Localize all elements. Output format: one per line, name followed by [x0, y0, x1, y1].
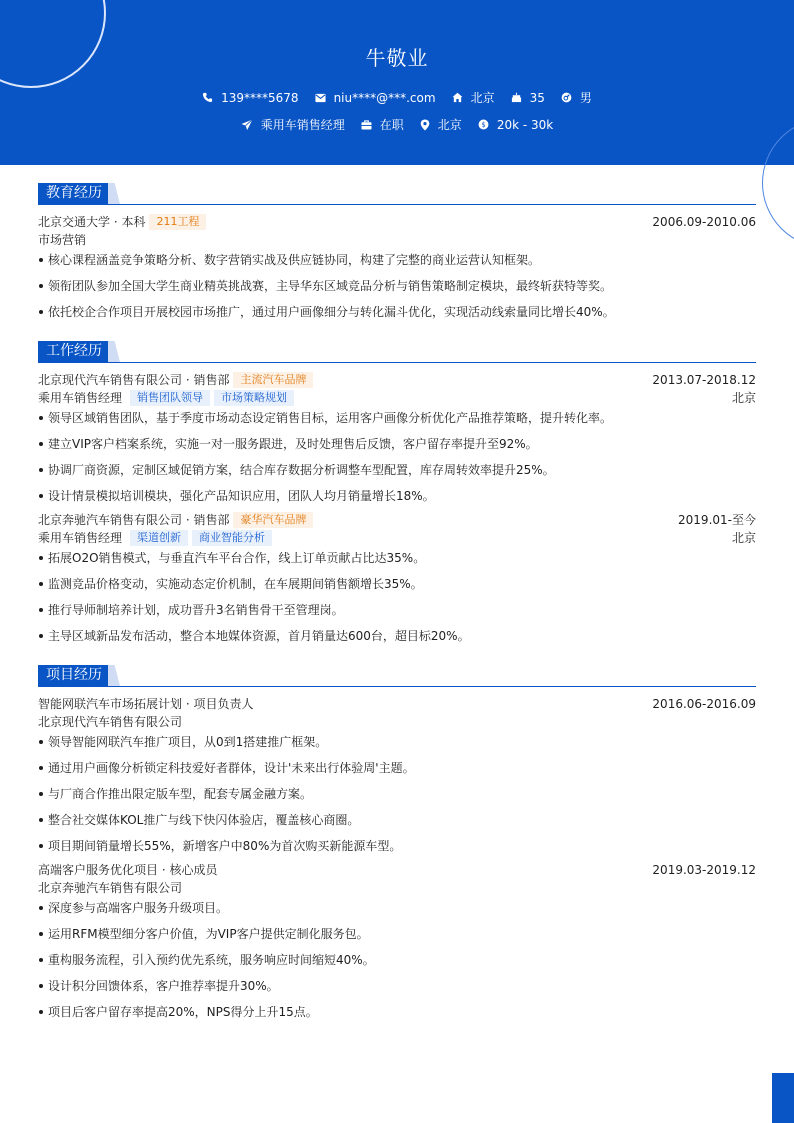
phone-icon — [202, 92, 213, 103]
job-date: 2019.01-至今 — [678, 513, 756, 527]
mail-icon — [315, 93, 326, 103]
skill-tag: 商业智能分析 — [192, 530, 272, 546]
svg-text:$: $ — [481, 120, 486, 129]
education-major: 市场营销 — [38, 233, 87, 247]
skill-tag: 市场策略规划 — [214, 390, 294, 406]
job-intention-row — [0, 116, 794, 133]
list-item: 设计积分回馈体系，客户推荐率提升30%。 — [38, 978, 756, 994]
section-title: 工作经历 — [38, 341, 110, 362]
position-info — [241, 116, 345, 133]
age-value: 35 — [529, 90, 545, 105]
home-icon — [452, 92, 463, 103]
project-date: 2016.06-2016.09 — [652, 697, 756, 711]
company-department: 北京奔驰汽车销售有限公司 · 销售部 — [38, 513, 230, 527]
list-item: 拓展O2O销售模式，与垂直汽车平台合作，线上订单贡献占比达35%。 — [38, 550, 756, 566]
list-item: 项目期间销量增长55%，新增客户中80%为首次购买新能源车型。 — [38, 838, 756, 854]
employment-status: 在职 — [379, 118, 404, 132]
list-item: 监测竞品价格变动，实施动态定价机制，在车展期间销售额增长35%。 — [38, 576, 756, 592]
list-item: 领导区域销售团队，基于季度市场动态设定销售目标，运用客户画像分析优化产品推荐策略，提升转化率。 — [38, 410, 756, 426]
phone-number: 139****5678 — [221, 90, 299, 105]
job-role-row — [38, 529, 756, 547]
project-section-header — [38, 665, 756, 687]
school-degree: 北京交通大学 · 本科 — [38, 215, 146, 229]
gender-value: 男 — [579, 91, 592, 105]
project-company: 北京奔驰汽车销售有限公司 — [38, 881, 183, 895]
project-header — [38, 861, 756, 879]
email-address: niu****@***.com — [333, 90, 436, 105]
send-icon — [241, 119, 253, 131]
job-header — [38, 371, 756, 389]
job-city: 北京 — [731, 531, 756, 545]
coin-icon — [478, 119, 489, 130]
salary-info — [478, 118, 553, 132]
job-date: 2013.07-2018.12 — [652, 373, 756, 387]
resume-header — [0, 0, 794, 165]
job-header — [38, 511, 756, 529]
gender-icon — [561, 92, 572, 103]
list-item: 主导区域新品发布活动，整合本地媒体资源，首月销量达600台，超目标20%。 — [38, 628, 756, 644]
education-section-header — [38, 183, 756, 205]
job-city: 北京 — [731, 391, 756, 405]
page-corner-marker — [772, 1073, 794, 1123]
company-tag: 主流汽车品牌 — [233, 372, 313, 388]
cake-icon — [511, 92, 522, 103]
skill-tag: 渠道创新 — [130, 530, 188, 546]
list-item: 设计情景模拟培训模块，强化产品知识应用，团队人均月销量增长18%。 — [38, 488, 756, 504]
education-entry-header — [38, 213, 756, 231]
company-department: 北京现代汽车销售有限公司 · 销售部 — [38, 373, 230, 387]
job-role: 乘用车销售经理 — [38, 531, 123, 545]
briefcase-icon — [361, 120, 372, 130]
gender-info — [561, 89, 592, 106]
location-pin-icon — [420, 119, 430, 131]
current-city: 北京 — [470, 91, 495, 105]
expected-city-info — [420, 116, 462, 133]
section-title: 项目经历 — [38, 665, 110, 686]
expected-city: 北京 — [437, 118, 462, 132]
city-info — [452, 89, 495, 106]
list-item: 项目后客户留存率提高20%，NPS得分上升15点。 — [38, 1004, 756, 1020]
section-title-decoration — [108, 341, 120, 362]
list-item: 重构服务流程，引入预约优先系统，服务响应时间缩短40%。 — [38, 952, 756, 968]
age-info — [511, 91, 545, 105]
list-item: 核心课程涵盖竞争策略分析、数字营销实战及供应链协同，构建了完整的商业运营认知框架。 — [38, 252, 756, 268]
list-item: 推行导师制培养计划，成功晋升3名销售骨干至管理岗。 — [38, 602, 756, 618]
list-item: 依托校企合作项目开展校园市场推广，通过用户画像细分与转化漏斗优化，实现活动线索量同比增长40%。 — [38, 304, 756, 320]
list-item: 领衔团队参加全国大学生商业精英挑战赛，主导华东区域竞品分析与销售策略制定模块，最终斩获特等奖。 — [38, 278, 756, 294]
list-item: 运用RFM模型细分客户价值，为VIP客户提供定制化服务包。 — [38, 926, 756, 942]
contact-info-row — [0, 89, 794, 106]
list-item: 深度参与高端客户服务升级项目。 — [38, 900, 756, 916]
project-header — [38, 695, 756, 713]
skill-tag: 销售团队领导 — [130, 390, 210, 406]
list-item: 协调厂商资源，定制区域促销方案，结合库存数据分析调整车型配置，库存周转效率提升25%。 — [38, 462, 756, 478]
list-item: 领导智能网联汽车推广项目，从0到1搭建推广框架。 — [38, 734, 756, 750]
phone-info — [202, 91, 298, 105]
expected-salary: 20k - 30k — [496, 117, 554, 132]
education-date: 2006.09-2010.06 — [652, 215, 756, 229]
job-role: 乘用车销售经理 — [38, 391, 123, 405]
section-title: 教育经历 — [38, 183, 110, 204]
list-item: 整合社交媒体KOL推广与线下快闪体验店，覆盖核心商圈。 — [38, 812, 756, 828]
list-item: 建立VIP客户档案系统，实施一对一服务跟进，及时处理售后反馈，客户留存率提升至92%。 — [38, 436, 756, 452]
list-item: 与厂商合作推出限定版车型，配套专属金融方案。 — [38, 786, 756, 802]
job-role-row — [38, 389, 756, 407]
status-info — [361, 116, 404, 133]
project-name-role: 高端客户服务优化项目 · 核心成员 — [38, 863, 218, 877]
section-title-decoration — [108, 183, 120, 204]
email-info — [315, 91, 436, 105]
project-date: 2019.03-2019.12 — [652, 863, 756, 877]
section-title-decoration — [108, 665, 120, 686]
company-tag: 豪华汽车品牌 — [233, 512, 313, 528]
project-name-role: 智能网联汽车市场拓展计划 · 项目负责人 — [38, 697, 254, 711]
candidate-name: 牛敬业 — [365, 46, 429, 70]
target-position: 乘用车销售经理 — [260, 118, 345, 132]
list-item: 通过用户画像分析锁定科技爱好者群体，设计'未来出行体验周'主题。 — [38, 760, 756, 776]
project-company: 北京现代汽车销售有限公司 — [38, 715, 183, 729]
work-section-header — [38, 341, 756, 363]
school-tag: 211工程 — [149, 214, 206, 230]
